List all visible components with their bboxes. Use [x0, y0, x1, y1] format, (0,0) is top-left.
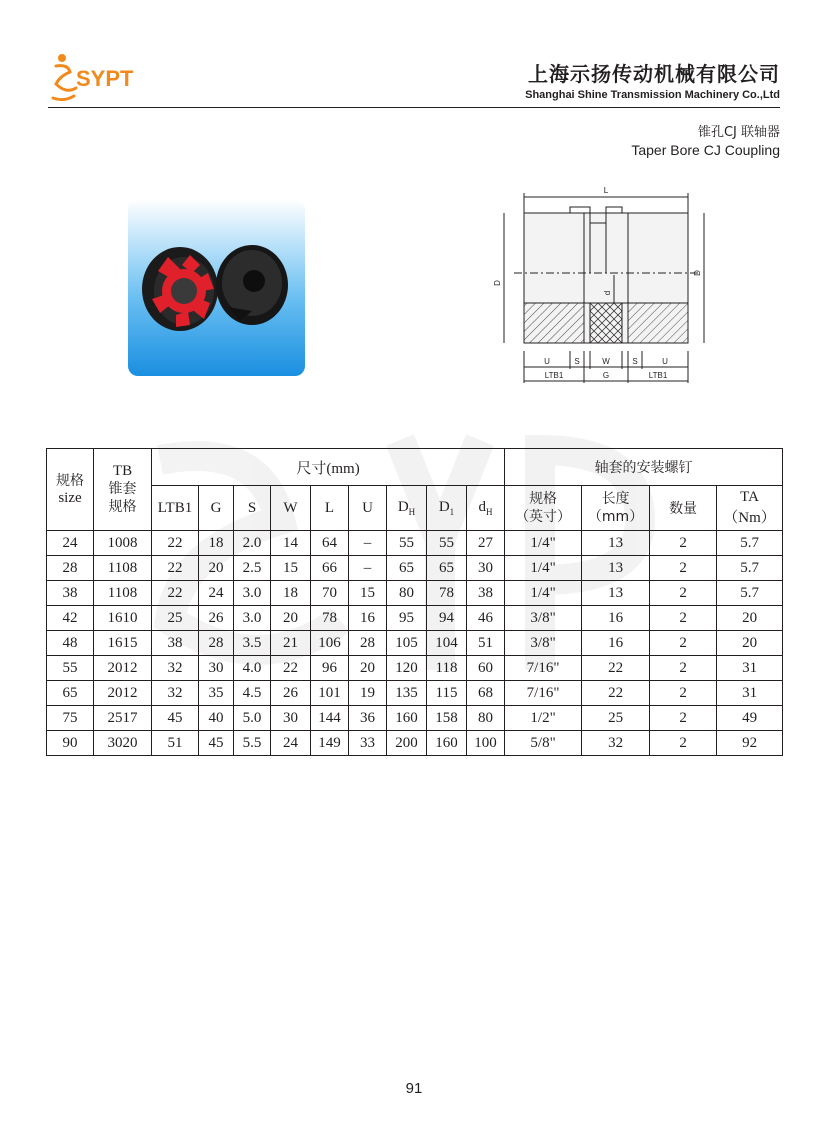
table-cell: 70 [311, 581, 349, 606]
table-cell: 22 [582, 681, 650, 706]
table-cell: 13 [582, 581, 650, 606]
table-cell: 20 [271, 606, 311, 631]
table-row [47, 706, 783, 731]
table-cell: 3.0 [234, 581, 271, 606]
table-cell: 105 [387, 631, 427, 656]
table-cell: 16 [582, 606, 650, 631]
table-cell: 30 [199, 656, 234, 681]
table-cell: 64 [311, 531, 349, 556]
table-cell: 135 [387, 681, 427, 706]
table-cell: 32 [582, 731, 650, 756]
table-cell: 24 [199, 581, 234, 606]
table-cell: 4.0 [234, 656, 271, 681]
table-cell: 2.0 [234, 531, 271, 556]
header-tb-cn2: 规格 [108, 499, 137, 515]
company-name [525, 58, 780, 101]
sypt-logo [50, 50, 136, 106]
table-cell: 65 [47, 681, 94, 706]
table-cell: 35 [199, 681, 234, 706]
table-cell: 5.5 [234, 731, 271, 756]
dim-l-label: L [603, 186, 609, 195]
table-cell: 3.0 [234, 606, 271, 631]
header-tb-en: TB [112, 463, 133, 479]
table-cell: 65 [427, 556, 467, 581]
table-cell: 1/2" [505, 706, 582, 731]
table-cell: 19 [349, 681, 387, 706]
table-cell: 36 [349, 706, 387, 731]
table-cell: 28 [47, 556, 94, 581]
table-cell: 13 [582, 531, 650, 556]
table-cell: 144 [311, 706, 349, 731]
table-cell: 25 [582, 706, 650, 731]
header-size-cn: 规格 [56, 473, 84, 489]
table-cell: 78 [427, 581, 467, 606]
table-header-row [47, 449, 783, 486]
dim-dh-small-label: d [603, 290, 612, 296]
company-name-en: Shanghai Shine Transmission Machinery Co.,Ltd [525, 89, 780, 101]
dim-dh-label: D [493, 280, 502, 286]
table-row [47, 631, 783, 656]
header-u: U [349, 486, 387, 531]
table-cell: 40 [199, 706, 234, 731]
table-cell: 55 [427, 531, 467, 556]
dim-w-label: W [602, 357, 610, 366]
header-dh-small: $d_H$ [467, 486, 505, 531]
table-cell: – [349, 556, 387, 581]
table-cell: 4.5 [234, 681, 271, 706]
table-cell: 38 [152, 631, 199, 656]
table-cell: 33 [349, 731, 387, 756]
table-row [47, 731, 783, 756]
coupling-photo [128, 199, 305, 376]
table-cell: 20 [717, 606, 783, 631]
table-cell: 96 [311, 656, 349, 681]
table-cell: 80 [387, 581, 427, 606]
header-screw-qty: 数量 [650, 486, 717, 531]
table-cell: 38 [467, 581, 505, 606]
table-cell: 18 [271, 581, 311, 606]
table-cell: 5.7 [717, 581, 783, 606]
table-row [47, 531, 783, 556]
table-cell: 13 [582, 556, 650, 581]
table-cell: 49 [717, 706, 783, 731]
table-cell: – [349, 531, 387, 556]
table-row [47, 556, 783, 581]
dim-g-label: G [602, 371, 610, 380]
table-cell: 65 [387, 556, 427, 581]
table-cell: 16 [349, 606, 387, 631]
table-cell: 106 [311, 631, 349, 656]
table-cell: 5.0 [234, 706, 271, 731]
dim-u-label-right: U [662, 357, 668, 366]
table-cell: 2 [650, 681, 717, 706]
table-cell: 51 [152, 731, 199, 756]
table-cell: 92 [717, 731, 783, 756]
header-divider [48, 107, 780, 108]
table-cell: 30 [467, 556, 505, 581]
table-cell: 26 [271, 681, 311, 706]
table-cell: 104 [427, 631, 467, 656]
table-cell: 38 [47, 581, 94, 606]
table-cell: 22 [152, 581, 199, 606]
header-screw-ta: TA （Nm） [717, 486, 783, 531]
table-cell: 200 [387, 731, 427, 756]
header-screw-spec: 规格 （英寸） [505, 486, 582, 531]
table-cell: 22 [152, 531, 199, 556]
table-cell: 55 [47, 656, 94, 681]
table-row [47, 606, 783, 631]
table-cell: 2012 [94, 656, 152, 681]
table-cell: 31 [717, 681, 783, 706]
table-cell: 66 [311, 556, 349, 581]
table-cell: 24 [271, 731, 311, 756]
table-cell: 15 [271, 556, 311, 581]
table-cell: 78 [311, 606, 349, 631]
table-cell: 45 [199, 731, 234, 756]
table-cell: 115 [427, 681, 467, 706]
table-cell: 5.7 [717, 531, 783, 556]
spec-table [46, 448, 783, 756]
table-cell: 1108 [94, 581, 152, 606]
header-screw: 轴套的安装螺钉 [505, 449, 783, 486]
table-cell: 15 [349, 581, 387, 606]
table-cell: 20 [199, 556, 234, 581]
table-cell: 7/16" [505, 656, 582, 681]
table-cell: 16 [582, 631, 650, 656]
table-cell: 7/16" [505, 681, 582, 706]
table-cell: 60 [467, 656, 505, 681]
table-cell: 2 [650, 731, 717, 756]
table-cell: 20 [717, 631, 783, 656]
table-cell: 26 [199, 606, 234, 631]
header-ltb1: LTB1 [152, 486, 199, 531]
table-cell: 28 [199, 631, 234, 656]
table-cell: 2.5 [234, 556, 271, 581]
table-cell: 1610 [94, 606, 152, 631]
product-title-en: Taper Bore CJ Coupling [631, 142, 780, 158]
header-screw-length: 长度 （mm） [582, 486, 650, 531]
table-cell: 3.5 [234, 631, 271, 656]
table-cell: 2 [650, 706, 717, 731]
table-cell: 75 [47, 706, 94, 731]
table-cell: 5/8" [505, 731, 582, 756]
table-cell: 25 [152, 606, 199, 631]
header-size [47, 449, 94, 531]
table-cell: 32 [152, 681, 199, 706]
table-row [47, 656, 783, 681]
table-cell: 118 [427, 656, 467, 681]
table-cell: 1/4" [505, 556, 582, 581]
table-cell: 20 [349, 656, 387, 681]
table-cell: 22 [152, 556, 199, 581]
table-cell: 3/8" [505, 606, 582, 631]
table-cell: 28 [349, 631, 387, 656]
table-cell: 5.7 [717, 556, 783, 581]
table-cell: 14 [271, 531, 311, 556]
coupling-drawing [494, 183, 710, 391]
table-cell: 30 [271, 706, 311, 731]
dim-u-label-left: U [544, 357, 550, 366]
table-cell: 160 [427, 731, 467, 756]
dim-d1-label: D [693, 270, 702, 276]
table-cell: 2 [650, 631, 717, 656]
header-l: L [311, 486, 349, 531]
table-cell: 149 [311, 731, 349, 756]
header-size-en: size [58, 490, 82, 506]
table-cell: 48 [47, 631, 94, 656]
table-cell: 1008 [94, 531, 152, 556]
table-cell: 31 [717, 656, 783, 681]
table-cell: 55 [387, 531, 427, 556]
dim-s-label-right: S [632, 357, 638, 366]
table-cell: 1/4" [505, 531, 582, 556]
table-cell: 120 [387, 656, 427, 681]
table-cell: 2 [650, 656, 717, 681]
table-row [47, 681, 783, 706]
table-cell: 21 [271, 631, 311, 656]
table-cell: 3020 [94, 731, 152, 756]
table-cell: 1108 [94, 556, 152, 581]
table-cell: 160 [387, 706, 427, 731]
header-tb-cn: 锥套 [108, 481, 137, 497]
header-tb [94, 449, 152, 531]
table-cell: 22 [582, 656, 650, 681]
header-g: G [199, 486, 234, 531]
header-dh: $D_H$ [387, 486, 427, 531]
table-cell: 2 [650, 556, 717, 581]
table-cell: 158 [427, 706, 467, 731]
header-w: W [271, 486, 311, 531]
dim-ltb1-label-right: LTB1 [648, 371, 668, 380]
table-body [47, 531, 783, 756]
table-cell: 45 [152, 706, 199, 731]
table-cell: 68 [467, 681, 505, 706]
dim-s-label-left: S [574, 357, 580, 366]
header-s: S [234, 486, 271, 531]
table-cell: 1/4" [505, 581, 582, 606]
company-name-cn: 上海示扬传动机械有限公司 [528, 62, 780, 86]
table-cell: 101 [311, 681, 349, 706]
table-cell: 18 [199, 531, 234, 556]
table-cell: 94 [427, 606, 467, 631]
table-cell: 100 [467, 731, 505, 756]
product-title [631, 121, 780, 158]
header-dimensions: 尺寸(mm) [152, 449, 505, 486]
table-cell: 46 [467, 606, 505, 631]
table-cell: 95 [387, 606, 427, 631]
table-cell: 2517 [94, 706, 152, 731]
page-number: 91 [405, 1080, 423, 1097]
table-cell: 3/8" [505, 631, 582, 656]
table-cell: 32 [152, 656, 199, 681]
table-cell: 2 [650, 581, 717, 606]
table-cell: 22 [271, 656, 311, 681]
table-cell: 2012 [94, 681, 152, 706]
logo-text: SYPT [76, 66, 134, 91]
table-cell: 80 [467, 706, 505, 731]
dim-ltb1-label-left: LTB1 [544, 371, 564, 380]
table-cell: 2 [650, 531, 717, 556]
table-cell: 24 [47, 531, 94, 556]
table-cell: 42 [47, 606, 94, 631]
table-cell: 90 [47, 731, 94, 756]
product-title-cn: 锥孔CJ 联轴器 [697, 125, 780, 140]
table-cell: 1615 [94, 631, 152, 656]
table-cell: 27 [467, 531, 505, 556]
table-row [47, 581, 783, 606]
table-subheader-row [47, 486, 783, 531]
table-cell: 51 [467, 631, 505, 656]
header-d1: $D_1$ [427, 486, 467, 531]
table-cell: 2 [650, 606, 717, 631]
